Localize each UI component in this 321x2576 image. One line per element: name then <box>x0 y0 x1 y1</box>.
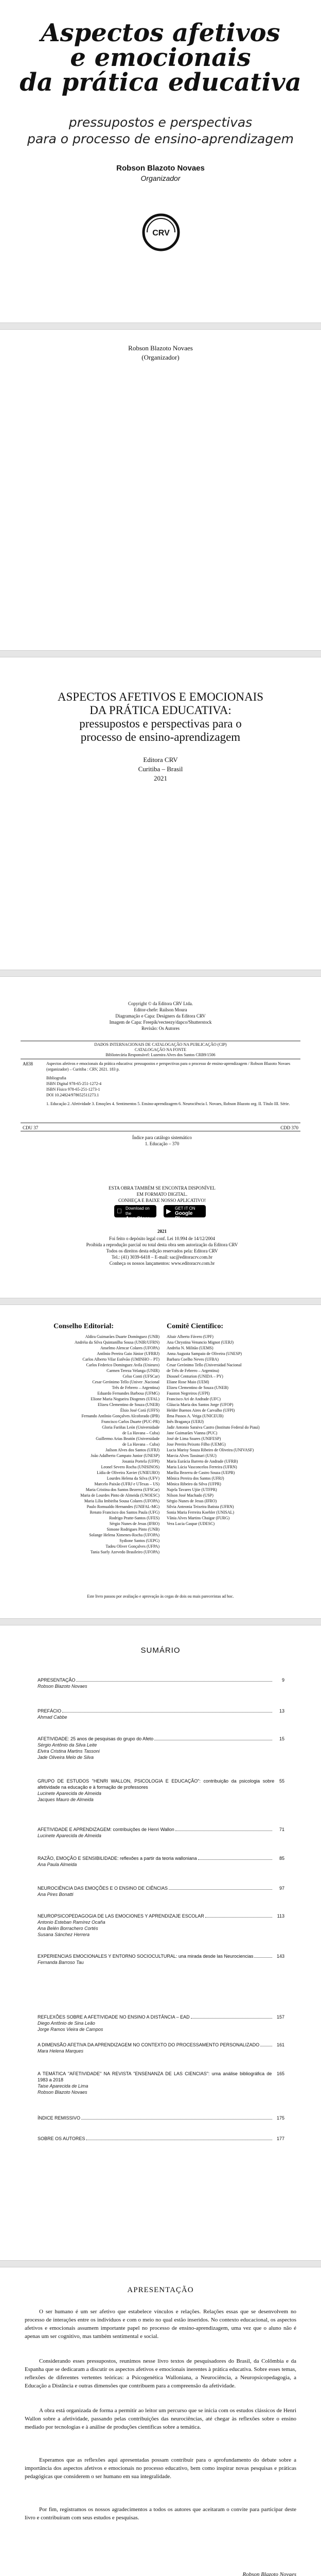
toc-entry-title: EXPERIENCIAS EMOCIONALES Y ENTORNO SOCIOCULTURAL: una mirada desde las Neurociencias <box>38 1954 254 1959</box>
availability-line: EM FORMATO DIGITAL. <box>136 1192 188 1197</box>
scientific-committee-member: Jane Guimarães Vianna (PUC) <box>167 1431 218 1435</box>
legal-notice <box>23 1235 301 1266</box>
editorial-board-page <box>0 1305 321 1618</box>
editorial-board-member: Tadeu Oliver Gonçalves (UFPA) <box>105 1544 159 1549</box>
book-title <box>0 690 321 744</box>
editorial-board-member: Élsio José Corá (UFFS) <box>120 1408 159 1413</box>
availability-line: CONHEÇA E BAIXE NOSSO APLICATIVO! <box>118 1198 206 1203</box>
cip-code: A838 <box>23 1061 33 1066</box>
legal-line: Proibida a reprodução parcial ou total desta obra sem autorização da Editora CRV <box>86 1242 238 1247</box>
scientific-committee-member: Cesar Gerónimo Tello (Universidad Nacional <box>167 1363 242 1367</box>
toc-entry-title: REFLEXÕES SOBRE A AFETIVIDADE NO ENSINO A DISTÂNCIA – EAD <box>38 2014 190 2020</box>
publisher-place: Curitiba – Brasil <box>138 765 183 773</box>
editorial-board-member: Paulo Romualdo Hernandes (UNIFAL-MG) <box>86 1504 159 1509</box>
toc-entry-author: Susana Sánchez Herrera <box>38 1932 90 1937</box>
catalog-index <box>23 1134 301 1147</box>
toc-heading: SUMÁRIO <box>140 1646 181 1655</box>
editorial-board-member: Lídia de Oliveira Xavier (UNIEURO) <box>97 1470 159 1475</box>
cover-title-line: e emocionais <box>70 43 251 72</box>
toc-entry-author: Jade Oliveira Melo de Silva <box>38 1755 94 1760</box>
editorial-board-member: Francisco Carlos Duarte (PUC-PR) <box>101 1419 159 1424</box>
toc-entry[interactable] <box>38 2014 284 2032</box>
cip-header <box>21 1042 300 1058</box>
cover-title-line: Aspectos afetivos <box>41 19 280 47</box>
scientific-committee-member: José de Lima Soares (UNIFESP) <box>167 1436 221 1441</box>
toc-entry-author: Fernanda Barroso Tau <box>38 1960 84 1965</box>
cip-header-line: DADOS INTERNACIONAIS DE CATALOGAÇÃO NA PUBLICAÇÃO (CIP) <box>94 1042 227 1047</box>
toc-entry-author: Ana Paula Almeida <box>38 1862 77 1867</box>
toc-entry-page: 13 <box>279 1708 284 1714</box>
halftitle-name: Robson Blazoto Novaes <box>128 344 193 352</box>
scientific-committee-member: Helder Buenos Aires de Carvalho (UFPI) <box>167 1408 235 1413</box>
editorial-board-member: Maria Lília Imbiriba Sousa Colares (UFOPA) <box>84 1499 159 1503</box>
toc-leader-dots <box>191 2018 272 2019</box>
publisher-logo-text: CRV <box>152 229 170 238</box>
google-play-small-text: GET IT ON <box>175 1206 195 1211</box>
scientific-committee-member: Vera Lucia Gaspar (UDESC) <box>167 1521 215 1526</box>
cover-title-line: da prática educativa <box>20 68 301 97</box>
editorial-board-member: Celso Conti (UFSCar) <box>122 1374 159 1379</box>
editorial-board-member: Maria Cristina dos Santos Bezerra (UFSCar) <box>85 1487 159 1492</box>
scientific-committee-member: Sérgio Nunes de Jesus (IFRO) <box>167 1499 217 1503</box>
toc-entry[interactable] <box>38 1855 284 1868</box>
toc-entry-page: 177 <box>276 2136 284 2141</box>
toc-entry-author: Sérgio Antônio da Silva Leite <box>38 1742 97 1748</box>
scientific-committee-member: Maria Eurácia Barreto de Andrade (UFRB) <box>167 1459 238 1464</box>
toc-entry-author: Ana Pires Bonatti <box>38 1892 74 1897</box>
toc-entry[interactable] <box>38 1736 284 1760</box>
editorial-board-member: de La Havana – Cuba) <box>122 1431 159 1435</box>
book-title-line: DA PRÁTICA EDUCATIVA: <box>90 704 231 717</box>
toc-entry-author: Taise Aparecida de Lima <box>38 2083 88 2089</box>
credit-line: Revisão: Os Autores <box>141 1026 180 1031</box>
editorial-board-member: Sérgio Nunes de Jesus (IFRO) <box>109 1521 159 1526</box>
scientific-committee-member: Anna Augusta Sampaio de Oliveira (UNESP) <box>167 1351 242 1356</box>
presentation-paragraph: Esperamos que as reflexões aqui apresentadas possam contribuir para o aprofundamento do debate sobre a importância dos aspectos afetivos e emocionais no processo educativo, bem como inspirar novas pesquisas e práticas pedagógicas que considerem o ser humano em sua integralidade. <box>25 2457 296 2480</box>
toc-entry[interactable] <box>38 1885 284 1897</box>
editorial-board-member: Eduardo Fernandes Barbosa (UFMG) <box>97 1391 159 1396</box>
google-play-label: Google Play <box>175 1211 193 1222</box>
google-play-badge[interactable] <box>164 1205 206 1222</box>
toc-entry[interactable] <box>38 2042 284 2054</box>
toc-entry-page: 157 <box>276 2014 284 2020</box>
scientific-committee-member: Francisco Ari de Andrade (UFC) <box>167 1397 221 1401</box>
app-store-small-text: Download on the <box>126 1206 150 1216</box>
page-separator <box>0 970 321 977</box>
toc-entry[interactable] <box>38 1826 284 1839</box>
scientific-committee-member: Nilson José Machado (USP) <box>167 1493 213 1498</box>
editorial-board-member: Fernando Antônio Gonçalves Alcoforado (IPB) <box>81 1414 159 1418</box>
peer-review-note: Este livro passou por avaliação e aprovação às cegas de dois ou mais pareceristas ad hoc. <box>87 1594 234 1599</box>
editorial-board-member: Josania Portela (UFPI) <box>122 1459 159 1464</box>
page-separator <box>0 650 321 657</box>
scientific-committee-member: Mônica Ribeiro da Silva (UFPR) <box>167 1482 221 1486</box>
toc-leader-dots <box>205 1917 272 1918</box>
editorial-board-member: Carlos Federico Dominguez Avila (Unieuro) <box>86 1363 159 1367</box>
scientific-committee-member: Marília Bezerra de Castro Souza (UEPB) <box>167 1470 235 1475</box>
editorial-board-member: Carmen Tereza Velanga (UNIR) <box>106 1368 159 1373</box>
presentation-paragraph: Por fim, registramos os nossos agradecimentos a todos os autores que aceitaram o convite para participar deste livro e contribuíram com seus estudos e pesquisas. <box>25 2506 296 2521</box>
editorial-board-member: Carlos Alberto Vilar Estêvão (UMINHO – PT) <box>82 1357 159 1362</box>
credit-line: Copyright © da Editora CRV Ltda. <box>128 1001 193 1006</box>
book-title-line: pressupostos e perspectivas para o <box>79 717 242 730</box>
toc-entry-author: Jorge Ramos Vieira de Campos <box>38 2027 103 2032</box>
toc-entry-author: Lucinete Aparecida de Almeida <box>38 1833 101 1838</box>
toc-leader-dots <box>76 1681 272 1682</box>
presentation-page <box>0 2267 321 2576</box>
toc-entry-author: Ahmad Cabbe <box>38 1715 67 1720</box>
cover-title <box>0 21 321 95</box>
scientific-committee-member: Fauston Negreiros (UFPI) <box>167 1391 210 1396</box>
editorial-board-member: Três de Febrero – Argentina) <box>112 1385 159 1390</box>
editorial-board-heading: Conselho Editorial: <box>53 1323 114 1330</box>
editorial-board-member: Solange Helena Ximenes-Rocha (UFOPA) <box>89 1533 159 1537</box>
book-title-line: processo de ensino-aprendizagem <box>80 731 241 743</box>
book-title-line: ASPECTOS AFETIVOS E EMOCIONAIS <box>57 690 264 703</box>
toc-leader-dots <box>62 1712 272 1713</box>
toc-entry[interactable] <box>38 1913 284 1938</box>
editorial-board-member: Maria de Lourdes Pinto de Almeida (UNOESC) <box>80 1493 159 1498</box>
cip-cdu: CDU 37 <box>23 1125 39 1130</box>
credit-line: Editor-chefe: Railson Moura <box>134 1007 187 1012</box>
scientific-committee-member: Lucia Marisy Souza Ribeiro de Oliveira (UNIVASF) <box>167 1448 254 1452</box>
toc-entry-title: APRESENTAÇÃO <box>38 1677 76 1683</box>
toc-entry-author: Ana Belén Borrachero Cortés <box>38 1926 98 1931</box>
scientific-committee-member: Gláucia Maria dos Santos Jorge (UFOP) <box>167 1402 234 1407</box>
editorial-board-member: Simone Rodrigues Pinto (UNB) <box>106 1527 159 1532</box>
table-of-contents-page <box>0 1625 321 2260</box>
cip-subjects: 1. Educação 2. Afetividade 3. Emoções 4. Sentimentos 5. Ensino-aprendizagem 6. Neurociência I. Novaes, Robson Blazoto org. II. Título III. Série. <box>46 1101 290 1106</box>
publication-year: 2021 <box>154 774 167 782</box>
editorial-board-member: Lourdes Helena da Silva (UFV) <box>106 1476 159 1481</box>
toc-entry-author: Robson Blazoto Novaes <box>38 2090 87 2095</box>
editorial-board-member: Andréia da Silva Quintanilha Sousa (UNIR/UFRN) <box>74 1340 159 1345</box>
cip-header-line: CATALOGAÇÃO NA FONTE <box>134 1047 187 1052</box>
toc-entry-title: SOBRE OS AUTORES <box>38 2136 85 2141</box>
toc-entry-page: 97 <box>279 1886 284 1891</box>
editorial-board-member: Leonel Severo Rocha (UNISINOS) <box>101 1465 159 1469</box>
cip-header-line: Bibliotecária Responsável: Luzenira Alves dos Santos CRB9/1506 <box>105 1053 216 1057</box>
toc-entry-author: Elvira Cristina Martins Tassoni <box>38 1749 100 1754</box>
toc-entry-page: 143 <box>276 1954 284 1959</box>
toc-entry-page: 9 <box>281 1677 284 1683</box>
page-separator <box>0 323 321 330</box>
catalog-index-item: 1. Educação – 370 <box>145 1141 180 1146</box>
legal-line: Conheça os nossos lançamentos: www.editoracrv.com.br <box>109 1261 215 1266</box>
scientific-committee-member: Sonia Maria Ferreira Koehler (UNISAL) <box>167 1510 235 1515</box>
publisher-logo <box>140 211 182 253</box>
credit-line: Imagem de Capa: Freepik/vecteezy/dapco/Shutterstock <box>109 1020 212 1025</box>
editorial-board-member: Antônio Pereira Gaio Júnior (UFRRJ) <box>97 1351 159 1356</box>
toc-entry-author: Jacques Mauro de Almeida <box>38 1797 94 1802</box>
editorial-board-member: Aldira Guimarães Duarte Domínguez (UNB) <box>85 1334 159 1339</box>
toc-entry-title: GRUPO DE ESTUDOS "HENRI WALLON, PSICOLOGIA E EDUCAÇÃO": contribuição da psicologia sobre afetividade na educação e à formação de professores <box>38 1778 275 1790</box>
scientific-committee-member: Ana Chrystina Venancio Mignot (UERJ) <box>167 1340 234 1345</box>
toc-entry[interactable] <box>38 2115 284 2121</box>
scientific-committee-member: Vânia Alves Martins Chaigar (FURG) <box>167 1516 230 1520</box>
toc-leader-dots <box>254 1957 272 1958</box>
catalog-index-heading: Índice para catálogo sistemático <box>132 1135 192 1140</box>
copyright-year: 2021 <box>157 1229 167 1234</box>
cip-bibliography: Bibliografia <box>46 1076 66 1080</box>
editorial-board-member: Cesar Gerónimo Tello (Univer .Nacional <box>92 1380 159 1384</box>
toc-entry-title: PREFÁCIO <box>38 1708 62 1714</box>
scientific-committee-member: Diosnel Centurion (UNIDA – PY) <box>167 1374 223 1379</box>
scientific-committee-member: Silvia Anteonia Teixeira Batista (UFRN) <box>167 1504 234 1509</box>
scientific-committee-member: Eliane Rose Maio (UEM) <box>167 1380 209 1384</box>
toc-leader-dots <box>81 2119 272 2120</box>
scientific-committee-member: de Três de Febrero – Argentina) <box>167 1368 219 1373</box>
publisher-name: Editora CRV <box>143 756 178 764</box>
scientific-committee-list <box>167 1334 306 1527</box>
credits-block <box>22 1001 299 1031</box>
availability-line: ESTA OBRA TAMBÉM SE ENCONTRA DISPONÍVEL <box>109 1185 216 1191</box>
scientific-committee-member: Altair Alberto Fávero (UPF) <box>167 1334 213 1339</box>
editorial-board-member: Guillermo Arias Beatón (Universidade <box>96 1436 159 1441</box>
toc-entry-page: 15 <box>279 1736 284 1741</box>
cip-record <box>21 1041 300 1131</box>
apple-icon <box>117 1208 122 1214</box>
toc-entry-page: 55 <box>279 1778 284 1784</box>
toc-entry-page: 175 <box>276 2115 284 2121</box>
cip-isbn-digital: ISBN Digital 978-65-251-1272-4 <box>46 1081 102 1086</box>
editorial-board-member: Rodrigo Pratte-Santos (UFES) <box>109 1516 159 1520</box>
cover-subtitle-line: para o processo de ensino-aprendizagem <box>27 131 294 146</box>
editorial-board-member: de La Havana – Cuba) <box>122 1442 159 1447</box>
scientific-committee-member: Mônica Pereira dos Santos (UFRJ) <box>167 1476 224 1481</box>
toc-entry-title: AFETIVIDADE E APRENDIZAGEM: contribuições de Henri Wallon <box>38 1827 174 1832</box>
toc-entry-page: 161 <box>276 2042 284 2047</box>
toc-entry-author: Antonio Esteban Ramírez Ocaña <box>38 1920 105 1925</box>
toc-entry-title: ÍNDICE REMISSIVO <box>38 2115 81 2121</box>
presentation-paragraph: Considerando esses pressupostos, reunimos nesse livro textos de pesquisadores do Brasil, da Colômbia e da Espanha que se dedicaram a discutir os aspectos afetivos e emocionais inerentes à prática educativa. Sobre esses temas, reflexões de diferentes vertentes teóricas: a Psicogenética Walloniana, a Neurociência, a Neuropsicopedagogia, a Educação a Distância e outras dimensões que contribuem para a compreensão da afetividade. <box>25 2358 296 2389</box>
presentation-heading: APRESENTAÇÃO <box>127 2286 194 2294</box>
toc-entry-title: NEUROCIÊNCIA DAS EMOÇÕES E O ENSINO DE CIÊNCIAS <box>38 1886 168 1891</box>
toc-entry-title: RAZÃO, EMOÇÃO E SENSIBILIDADE: reflexões a partir da teoria walloniana <box>38 1856 197 1861</box>
toc-entry-author: Robson Blazoto Novaes <box>38 1684 87 1689</box>
toc-entry-author: Mara Helena Marques <box>38 2048 84 2054</box>
scientific-committee-member: Maria Lúcia Vasconcelos Ferreira (UFRN) <box>167 1465 237 1469</box>
cip-isbn-print: ISBN Físico 978-65-251-1273-1 <box>46 1087 100 1092</box>
page-separator <box>0 1618 321 1625</box>
legal-line: Foi feito o depósito legal conf. Lei 10.994 de 14/12/2004 <box>109 1236 215 1241</box>
page-separator <box>0 2260 321 2267</box>
scientific-committee-member: Jose Pereira Peixoto Filho (UEMG) <box>167 1442 226 1447</box>
copyright-page <box>0 977 321 1298</box>
editorial-board-member: Tania Suely Azevedo Brasileiro (UFOPA) <box>90 1550 159 1554</box>
scientific-committee-member: Ilma Passos A. Veiga (UNICEUB) <box>167 1414 224 1418</box>
app-store-badge[interactable] <box>114 1205 156 1222</box>
editorial-board-member: Elione Maria Nogueira Diogenes (UFAL) <box>91 1397 159 1401</box>
halftitle-role: (Organizador) <box>141 353 180 361</box>
toc-entry-title: A DIMENSÃO AFETIVA DA APRENDIZAGEM NO CONTEXTO DO PROCESSAMENTO PERSONALIZADO <box>38 2042 260 2047</box>
editorial-board-member: Sydione Santos (UEPG) <box>119 1538 159 1543</box>
editorial-board-member: Elizeu Clementino de Souza (UNEB) <box>98 1402 159 1407</box>
play-icon: ▶ <box>166 1207 171 1215</box>
editorial-board-member: Marcelo Paixão (UFRJ e UTexas – US) <box>94 1482 159 1486</box>
scientific-committee-member: Najela Tavares Ujiie (UTFPR) <box>167 1487 217 1492</box>
editorial-board-member: Jailson Alves dos Santos (UFRJ) <box>105 1448 159 1452</box>
digital-availability <box>23 1185 301 1204</box>
scientific-committee-member: Elizeu Clementino de Souza (UNEB) <box>167 1385 228 1390</box>
scientific-committee-member: Jadir Antonio Saraiva Castro (Instituto Federal do Piauí) <box>167 1425 260 1430</box>
editorial-board-member: Anselmo Alencar Colares (UFOPA) <box>100 1346 159 1350</box>
scientific-committee-member: Inês Bragança (UERJ) <box>167 1419 204 1424</box>
toc-entry-page: 71 <box>279 1827 284 1832</box>
publisher-block <box>0 755 321 783</box>
cip-body <box>46 1061 298 1107</box>
toc-entry[interactable] <box>38 1778 284 1803</box>
scientific-committee-member: Marcia Alves Tassinari (USU) <box>167 1453 217 1458</box>
cover-subtitle-line: pressupostos e perspectivas <box>68 115 253 130</box>
editorial-board-member: João Adalberto Campato Junior (UNESP) <box>91 1453 159 1458</box>
cover-organizer-role: Organizador <box>140 174 181 182</box>
credit-line: Diagramação e Capa: Designers da Editora CRV <box>115 1013 206 1019</box>
cover-organizer: Robson Blazoto Novaes <box>116 164 205 173</box>
app-store-label: App Store <box>126 1216 150 1222</box>
toc-entry[interactable] <box>38 2071 284 2095</box>
toc-entry-author: Diego Antônio de Sina Leão <box>38 2021 95 2026</box>
toc-entry[interactable] <box>38 2136 284 2142</box>
toc-entry-author: Lucinete Aparecida de Almeida <box>38 1791 101 1796</box>
toc-entry-page: 113 <box>277 1913 284 1919</box>
toc-entry-title: AFETIVIDADE: 25 anos de pesquisas do grupo do Afeto <box>38 1736 154 1741</box>
scientific-committee-heading: Comitê Científico: <box>167 1323 224 1330</box>
cip-doi: DOI 10.24824/978652511273.1 <box>46 1093 99 1097</box>
cip-cdd: CDD 370 <box>280 1125 298 1130</box>
legal-line: Tel.: (41) 3039-6418 – E-mail: sac@editoracrv.com.br <box>111 1255 212 1260</box>
editorial-board-list <box>31 1334 159 1555</box>
legal-line: Todos os direitos desta edição reservados pela: Editora CRV <box>106 1248 218 1253</box>
toc-entry[interactable] <box>38 1677 284 1689</box>
cover-subtitle <box>0 114 321 147</box>
half-title-page <box>0 330 321 650</box>
toc-entry-page: 85 <box>279 1856 284 1861</box>
scientific-committee-member: Andréia N. Militão (UEMS) <box>167 1346 213 1350</box>
page-separator <box>0 1298 321 1305</box>
editorial-board-member: Gloria Fariñas León (Universidade <box>102 1425 159 1430</box>
editorial-board-member: Renato Francisco dos Santos Paula (UFG) <box>90 1510 159 1515</box>
presentation-paragraph: O ser humano é um ser afetivo que estabelece vínculos e relações. Relações essas que se desenvolvem no processo de interações entre os indivíduos e com o meio no qual estão inseridos. No contexto educacional, os aspectos afetivos e emocionais assumem importante papel no processo de ensino-aprendizagem, uma vez que o aluno não é apenas um ser cognitivo, mas também sentimental e social. <box>25 2309 296 2340</box>
presentation-signature: Robson Blazoto Novaes <box>242 2571 296 2576</box>
toc-entry[interactable] <box>38 1953 284 1965</box>
toc-leader-dots <box>169 1889 272 1890</box>
presentation-paragraph: A obra está organizada de forma a permitir ao leitor um percurso que se inicia com os estudos clássicos de Henri Wallon sobre a afetividade, passando pelas contribuições das neurociências, até chegar às reflexões sobre o ensino mediado por tecnologias e à análise de produções científicas sobre a temática. <box>25 2408 296 2430</box>
toc-leader-dots <box>198 1859 272 1860</box>
cover-page <box>0 0 321 323</box>
toc-entry-title: A TEMÁTICA "AFETIVIDADE" NA REVISTA "ENSENANZA DE LAS CIENCIAS": uma análise bibliográfica de 1983 a 2018 <box>38 2071 272 2082</box>
title-page <box>0 657 321 970</box>
toc-entry-title: NEUROPSICOPEDAGOGIA DE LAS EMOCIONES Y APRENDIZAJE ESCOLAR <box>38 1913 204 1919</box>
cip-description: Aspectos afetivos e emocionais da prática educativa: pressupostos e perspectivas para o processo de ensino-aprendizagem / Robson Blazoto Novaes (organizador) – Curitiba : CRV, 2021. 183 p. <box>46 1061 291 1072</box>
scientific-committee-member: Barbara Coelho Neves (UFBA) <box>167 1357 219 1362</box>
toc-entry-page: 165 <box>276 2071 284 2076</box>
toc-entry[interactable] <box>38 1708 284 1720</box>
